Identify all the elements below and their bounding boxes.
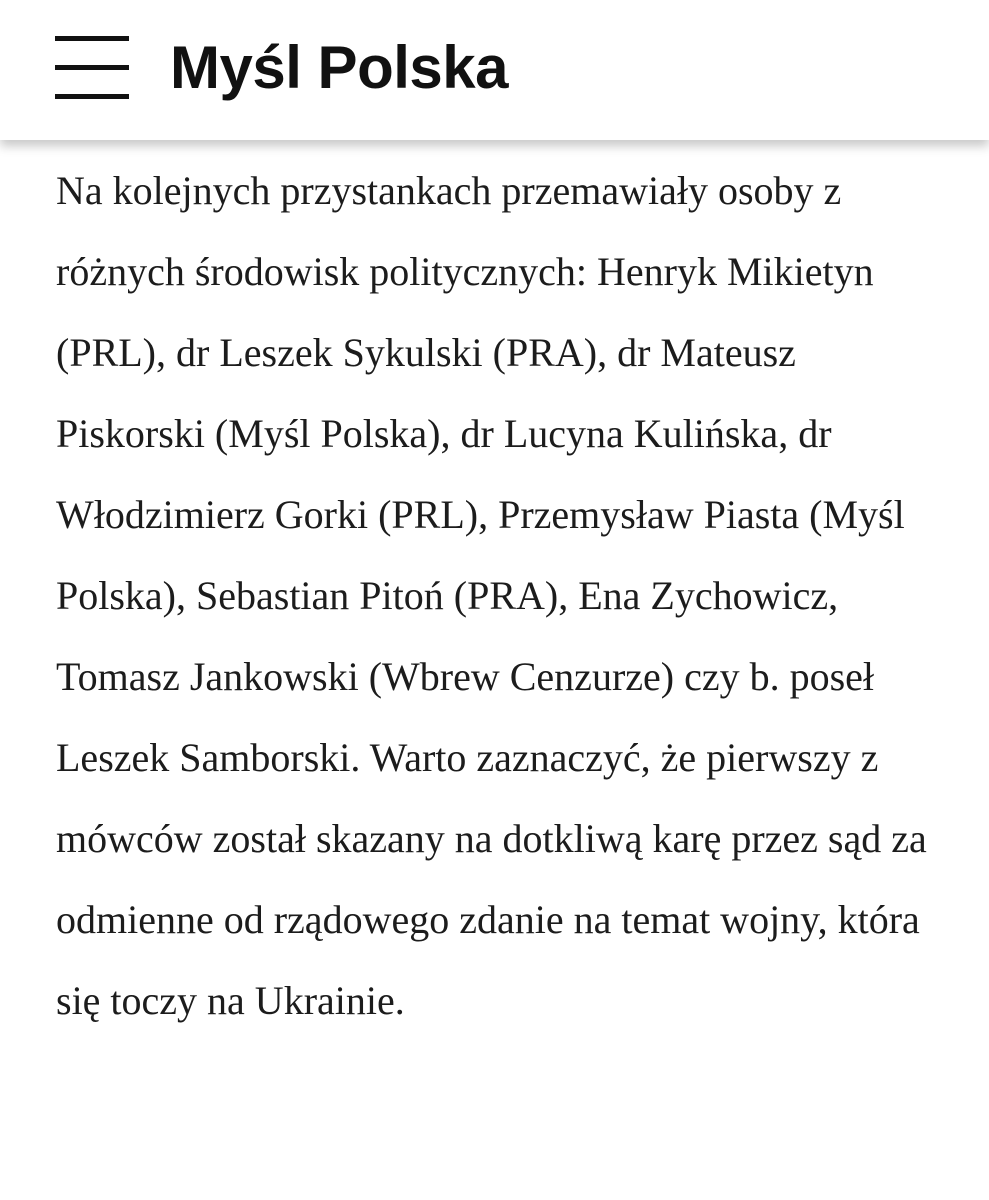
hamburger-menu-icon[interactable]: [55, 36, 129, 100]
menu-bar: [55, 94, 129, 99]
menu-bar: [55, 65, 129, 70]
article-paragraph: Na kolejnych przystankach przemawiały osoby z różnych środowisk politycznych: Henryk Mikietyn (PRL), dr Leszek Sykulski (PRA), dr Mateusz Piskorski (Myśl Polska), dr Lucyna Kulińska, dr Włodzimierz Gorki (PRL), Przemysław Piasta (Myśl Polska), Sebastian Pitoń (PRA), Ena Zychowicz, Tomasz Jankowski (Wbrew Cenzurze) czy b. poseł Leszek Samborski. Warto zaznaczyć, że pierwszy z mówców został skazany na dotkliwą karę przez sąd za odmienne od rządowego zdanie na temat wojny, która się toczy na Ukrainie.: [56, 168, 927, 1023]
site-title[interactable]: Myśl Polska: [170, 34, 509, 101]
article-body: [56, 150, 936, 1041]
menu-bar: [55, 36, 129, 41]
site-header: [0, 0, 989, 140]
